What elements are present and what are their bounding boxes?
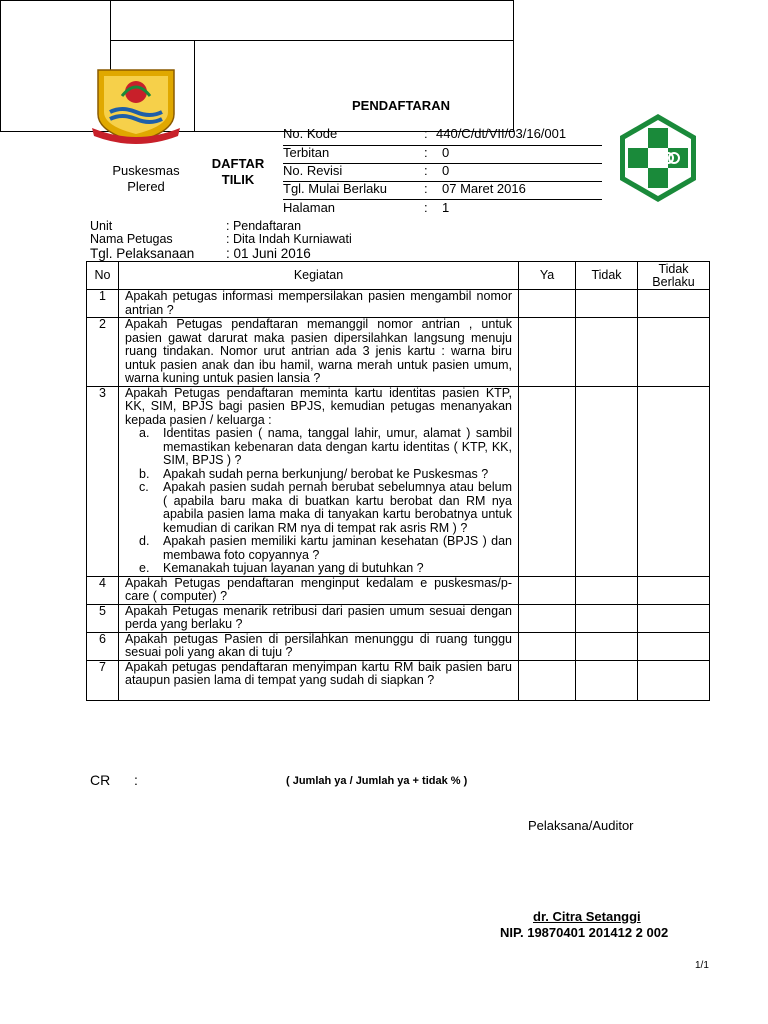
row-activity: Apakah petugas Pasien di persilahkan menunggu di ruang tunggu sesuai poli yang akan di tuju ? (119, 632, 519, 660)
cell-tidak[interactable] (576, 576, 638, 604)
sub-item-letter: c. (139, 480, 149, 494)
row-number: 3 (87, 386, 119, 576)
meta-value-berlaku: 07 Maret 2016 (442, 181, 526, 196)
row-activity (119, 386, 519, 576)
checklist-table (86, 261, 710, 701)
sub-item-text: Apakah sudah perna berkunjung/ berobat ke Puskesmas ? (163, 466, 489, 481)
regency-emblem-icon (92, 66, 180, 146)
table-row (87, 576, 710, 604)
table-row (87, 632, 710, 660)
cell-tidak-berlaku[interactable] (638, 660, 710, 700)
org-line-2: Plered (127, 179, 165, 194)
cell-tidak[interactable] (576, 386, 638, 576)
col-header-tidak: Tidak (576, 262, 638, 290)
meta-colon: : (424, 163, 428, 178)
row-number: 6 (87, 632, 119, 660)
sub-item-letter: b. (139, 466, 150, 481)
auditor-nip: NIP. 19870401 201412 2 002 (500, 925, 669, 940)
info-label-unit: Unit (90, 219, 113, 233)
meta-label-terbitan: Terbitan (283, 145, 330, 160)
info-value-unit: : Pendaftaran (226, 219, 302, 233)
cell-ya[interactable] (519, 386, 576, 576)
cell-tidak[interactable] (576, 632, 638, 660)
cell-tidak-berlaku[interactable] (638, 386, 710, 576)
row-number: 4 (87, 576, 119, 604)
row-activity: Apakah Petugas menarik retribusi dari pasien umum sesuai dengan perda yang berlaku ? (119, 604, 519, 632)
meta-value-revisi: 0 (442, 163, 450, 178)
sub-item (125, 562, 512, 576)
row-activity: Apakah petugas informasi mempersilakan pasien mengambil nomor antrian ? (119, 290, 519, 318)
row-activity: Apakah Petugas pendaftaran menginput kedalam e puskesmas/p-care ( computer) ? (119, 576, 519, 604)
sub-item-text: Apakah pasien sudah pernah berubat sebelumnya atau belum ( apabila baru maka di buatkan kartu berobat dan RM nya apabila pasien lama maka di tanyakan kartu berobatnya untuk kemudian di carikan RM nya di tempat rak asris RM ) ? (163, 480, 512, 535)
info-value-tanggal: : 01 Juni 2016 (226, 246, 311, 261)
cell-tidak[interactable] (576, 318, 638, 387)
table-row (87, 290, 710, 318)
table-row (87, 386, 710, 576)
info-value-petugas: : Dita Indah Kurniawati (226, 232, 352, 246)
sub-item (125, 468, 512, 482)
row-number: 1 (87, 290, 119, 318)
sub-item-text: Apakah pasien memiliki kartu jaminan kesehatan (BPJS ) dan membawa foto copyannya ? (163, 534, 512, 562)
page-number: 1/1 (695, 960, 709, 971)
info-label-petugas: Nama Petugas (90, 232, 173, 246)
col-header-kegiatan: Kegiatan (119, 262, 519, 290)
cell-tidak-berlaku[interactable] (638, 290, 710, 318)
table-row (87, 318, 710, 387)
meta-value-kode: 440/C/dt/VII/03/16/001 (436, 126, 567, 141)
cell-tidak[interactable] (576, 290, 638, 318)
meta-colon: : (424, 126, 428, 141)
auditor-role: Pelaksana/Auditor (528, 818, 634, 833)
meta-label-berlaku: Tgl. Mulai Berlaku (283, 181, 388, 196)
sub-item (125, 535, 512, 562)
sub-item-text: Kemanakah tujuan layanan yang di butuhkan ? (163, 561, 424, 575)
document-title: PENDAFTARAN (352, 98, 450, 113)
sub-item-letter: e. (139, 561, 150, 575)
meta-value-terbitan: 0 (442, 145, 450, 160)
row-activity-intro: Apakah Petugas pendaftaran meminta kartu identitas pasien KTP, KK, SIM, BPJS bagi pasien BPJS, kemudian petugas menanyakan kepada pasien / keluarga : (125, 385, 512, 427)
sub-item (125, 481, 512, 535)
meta-colon: : (424, 145, 428, 160)
cell-tidak-berlaku[interactable] (638, 604, 710, 632)
col-header-ya: Ya (519, 262, 576, 290)
cr-colon: : (134, 772, 138, 788)
meta-value-halaman: 1 (442, 200, 450, 215)
org-line-1: Puskesmas (112, 163, 180, 178)
cell-ya[interactable] (519, 604, 576, 632)
cell-ya[interactable] (519, 576, 576, 604)
meta-label-kode: No. Kode (283, 126, 338, 141)
org-name (92, 163, 200, 195)
sub-item-text: Identitas pasien ( nama, tanggal lahir, umur, alamat ) sambil memastikan kebenaran data dengan kartu identitas ( KTP, KK, SIM, BPJS ) ? (163, 426, 512, 467)
sub-item (125, 427, 512, 468)
sub-item-letter: d. (139, 534, 150, 548)
document-type (200, 156, 276, 188)
meta-colon: : (424, 181, 428, 196)
row-number: 5 (87, 604, 119, 632)
info-label-tanggal: Tgl. Pelaksanaan (90, 246, 195, 261)
cell-ya[interactable] (519, 660, 576, 700)
cr-formula: ( Jumlah ya / Jumlah ya + tidak % ) (286, 775, 468, 787)
table-row (87, 660, 710, 700)
doc-type-line-1: DAFTAR (211, 156, 265, 171)
row-activity: Apakah Petugas pendaftaran memanggil nomor antrian , untuk pasien gawat darurat maka pasien dipersilahkan langsung menuju ruang tindakan. Nomor urut antrian ada 3 jenis kartu : warna biru untuk pasien anak dan ibu hamil, warna merah untuk pasien umum, warna kuning untuk pasien lansia ? (119, 318, 519, 387)
row-number: 7 (87, 660, 119, 700)
table-row (87, 604, 710, 632)
cell-tidak-berlaku[interactable] (638, 318, 710, 387)
col-header-no: No (87, 262, 119, 290)
meta-label-halaman: Halaman (283, 200, 336, 215)
table-header-row (87, 262, 710, 290)
meta-colon: : (424, 200, 428, 215)
cell-ya[interactable] (519, 318, 576, 387)
cell-ya[interactable] (519, 290, 576, 318)
puskesmas-logo-icon (612, 112, 704, 204)
cell-tidak[interactable] (576, 604, 638, 632)
cell-tidak-berlaku[interactable] (638, 632, 710, 660)
row-number: 2 (87, 318, 119, 387)
meta-label-revisi: No. Revisi (283, 163, 343, 178)
row-activity: Apakah petugas pendaftaran menyimpan kartu RM baik pasien baru ataupun pasien lama di tempat yang sudah di siapkan ? (119, 660, 519, 700)
cell-tidak-berlaku[interactable] (638, 576, 710, 604)
cell-tidak[interactable] (576, 660, 638, 700)
doc-type-line-2: TILIK (221, 172, 255, 187)
sub-item-letter: a. (139, 426, 150, 440)
auditor-name: dr. Citra Setanggi (533, 909, 641, 924)
cr-label: CR (90, 772, 111, 788)
col-header-tidak-berlaku: Tidak Berlaku (638, 262, 710, 290)
cell-ya[interactable] (519, 632, 576, 660)
